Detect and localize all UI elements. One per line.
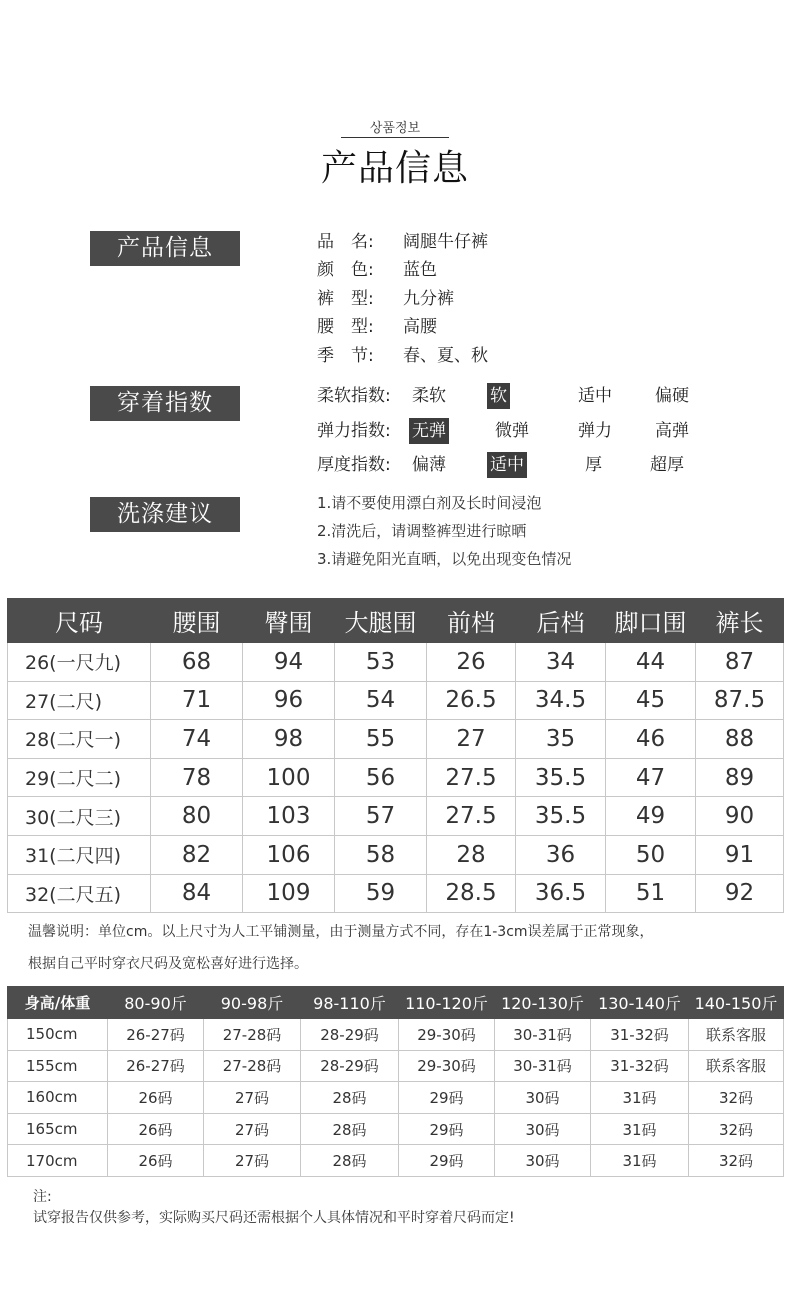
index-option: 偏硬 [655,386,689,406]
table-cell: 27.5 [427,797,516,836]
table-row [8,797,784,836]
column-header: 大腿围 [335,599,427,643]
info-row-waist-type [317,314,437,340]
table-cell: 32码 [689,1113,784,1145]
index-option-selected: 软 [487,383,510,409]
table-cell: 56 [335,758,427,797]
table-cell: 联系客服 [689,1019,784,1051]
table-cell: 29码 [399,1113,495,1145]
table-cell: 84 [151,874,243,913]
table-cell: 27码 [204,1082,301,1114]
index-label: 弹力指数: [317,421,391,441]
table-row [8,1113,784,1145]
index-option: 适中 [578,386,612,406]
table-row [8,835,784,874]
table-cell: 35 [516,720,606,759]
table-cell: 28-29码 [301,1019,399,1051]
index-label: 厚度指数: [317,455,391,475]
table-cell: 26码 [108,1082,204,1114]
size-note-line1: 温馨说明：单位cm。以上尺寸为人工平铺测量，由于测量方式不同，存在1-3cm误差属于正常现象， [28,924,654,940]
table-cell: 27码 [204,1113,301,1145]
table-cell: 26 [427,643,516,682]
table-cell: 31-32码 [591,1019,689,1051]
table-cell: 71 [151,681,243,720]
column-header: 120-130斤 [495,987,591,1019]
info-row-color [317,257,437,283]
info-key: 季 节: [317,346,374,366]
column-header: 脚口围 [606,599,696,643]
table-cell: 29-30码 [399,1019,495,1051]
column-header: 臀围 [243,599,335,643]
table-cell: 26.5 [427,681,516,720]
table-cell: 27-28码 [204,1019,301,1051]
table-cell: 90 [696,797,784,836]
index-option: 柔软 [412,386,446,406]
footer-note-title: 注: [33,1189,52,1205]
info-row-name [317,229,488,255]
table-cell: 28-29码 [301,1050,399,1082]
table-cell: 27 [427,720,516,759]
table-cell: 106 [243,835,335,874]
washing-tip: 1.请不要使用漂白剂及长时间浸泡 [317,494,542,512]
index-option: 超厚 [650,455,684,475]
info-value: 春、夏、秋 [403,346,488,366]
table-cell: 35.5 [516,758,606,797]
table-cell: 34 [516,643,606,682]
table-row [8,643,784,682]
page-title: 产品信息 [320,148,469,189]
info-row-season [317,343,488,369]
table-row [8,1050,784,1082]
table-cell: 88 [696,720,784,759]
index-option: 微弹 [495,421,529,441]
footer-note-text: 试穿报告仅供参考，实际购买尺码还需根据个人具体情况和平时穿着尺码而定! [33,1210,515,1226]
table-cell: 98 [243,720,335,759]
info-value: 高腰 [403,317,437,337]
table-cell: 50 [606,835,696,874]
table-cell: 82 [151,835,243,874]
info-value: 蓝色 [403,260,437,280]
row-label-cell: 26(一尺九) [8,643,151,682]
row-label-cell: 150cm [8,1019,108,1051]
table-cell: 31码 [591,1145,689,1177]
index-option: 偏薄 [412,455,446,475]
info-row-pant-type [317,286,454,312]
index-option-selected: 无弹 [409,418,449,444]
index-label: 柔软指数: [317,386,391,406]
table-row [8,758,784,797]
table-cell: 89 [696,758,784,797]
table-cell: 26码 [108,1113,204,1145]
table-cell: 29-30码 [399,1050,495,1082]
index-option: 高弹 [655,421,689,441]
table-cell: 46 [606,720,696,759]
washing-tip: 3.请避免阳光直晒，以免出现变色情况 [317,550,572,568]
table-cell: 74 [151,720,243,759]
washing-badge: 洗涤建议 [90,497,240,532]
table-cell: 32码 [689,1145,784,1177]
column-header: 98-110斤 [301,987,399,1019]
table-cell: 28 [427,835,516,874]
table-cell: 30-31码 [495,1019,591,1051]
table-cell: 78 [151,758,243,797]
table-cell: 31码 [591,1082,689,1114]
table-cell: 59 [335,874,427,913]
table-cell: 31码 [591,1113,689,1145]
table-row [8,1082,784,1114]
product-info-badge: 产品信息 [90,231,240,266]
table-cell: 53 [335,643,427,682]
table-cell: 26-27码 [108,1050,204,1082]
table-cell: 87 [696,643,784,682]
table-cell: 28码 [301,1145,399,1177]
table-cell: 80 [151,797,243,836]
table-cell: 28码 [301,1113,399,1145]
info-value: 阔腿牛仔裤 [403,232,488,252]
header-subtitle: 상품정보 [369,121,421,136]
row-label-cell: 30(二尺三) [8,797,151,836]
fit-table [7,986,784,1177]
table-cell: 30码 [495,1082,591,1114]
row-label-cell: 31(二尺四) [8,835,151,874]
table-cell: 联系客服 [689,1050,784,1082]
table-row [8,1019,784,1051]
table-cell: 100 [243,758,335,797]
table-cell: 34.5 [516,681,606,720]
column-header: 140-150斤 [689,987,784,1019]
wear-index-badge: 穿着指数 [90,386,240,421]
table-cell: 30码 [495,1145,591,1177]
table-cell: 58 [335,835,427,874]
table-cell: 28码 [301,1082,399,1114]
size-table-header [8,599,784,643]
column-header: 80-90斤 [108,987,204,1019]
column-header: 身高/体重 [8,987,108,1019]
table-cell: 36.5 [516,874,606,913]
info-value: 九分裤 [403,289,454,309]
row-label-cell: 155cm [8,1050,108,1082]
table-cell: 54 [335,681,427,720]
table-cell: 31-32码 [591,1050,689,1082]
table-cell: 44 [606,643,696,682]
row-label-cell: 27(二尺) [8,681,151,720]
column-header: 尺码 [8,599,151,643]
table-cell: 47 [606,758,696,797]
column-header: 前档 [427,599,516,643]
size-table [7,598,784,913]
table-cell: 27-28码 [204,1050,301,1082]
table-cell: 49 [606,797,696,836]
info-key: 腰 型: [317,317,374,337]
table-cell: 96 [243,681,335,720]
table-row [8,681,784,720]
table-cell: 26码 [108,1145,204,1177]
row-label-cell: 29(二尺二) [8,758,151,797]
column-header: 后档 [516,599,606,643]
table-row [8,1145,784,1177]
index-option: 弹力 [578,421,612,441]
table-cell: 36 [516,835,606,874]
column-header: 130-140斤 [591,987,689,1019]
info-key: 品 名: [317,232,374,252]
fit-table-header [8,987,784,1019]
row-label-cell: 165cm [8,1113,108,1145]
table-cell: 32码 [689,1082,784,1114]
table-row [8,874,784,913]
table-cell: 92 [696,874,784,913]
table-cell: 26-27码 [108,1019,204,1051]
size-note-line2: 根据自己平时穿衣尺码及宽松喜好进行选择。 [28,956,308,972]
info-key: 裤 型: [317,289,374,309]
table-cell: 91 [696,835,784,874]
column-header: 腰围 [151,599,243,643]
column-header: 裤长 [696,599,784,643]
table-cell: 27码 [204,1145,301,1177]
row-label-cell: 160cm [8,1082,108,1114]
table-cell: 29码 [399,1082,495,1114]
column-header: 90-98斤 [204,987,301,1019]
table-cell: 57 [335,797,427,836]
washing-tip: 2.清洗后，请调整裤型进行晾晒 [317,522,527,540]
table-cell: 30-31码 [495,1050,591,1082]
table-cell: 103 [243,797,335,836]
table-cell: 27.5 [427,758,516,797]
table-cell: 35.5 [516,797,606,836]
info-key: 颜 色: [317,260,374,280]
table-cell: 109 [243,874,335,913]
table-cell: 68 [151,643,243,682]
index-option: 厚 [585,455,602,475]
row-label-cell: 170cm [8,1145,108,1177]
index-option-selected: 适中 [487,452,527,478]
table-cell: 29码 [399,1145,495,1177]
table-cell: 51 [606,874,696,913]
table-cell: 55 [335,720,427,759]
table-cell: 30码 [495,1113,591,1145]
row-label-cell: 32(二尺五) [8,874,151,913]
table-cell: 94 [243,643,335,682]
table-cell: 28.5 [427,874,516,913]
table-row [8,720,784,759]
row-label-cell: 28(二尺一) [8,720,151,759]
column-header: 110-120斤 [399,987,495,1019]
header-divider [341,137,449,138]
table-cell: 87.5 [696,681,784,720]
table-cell: 45 [606,681,696,720]
